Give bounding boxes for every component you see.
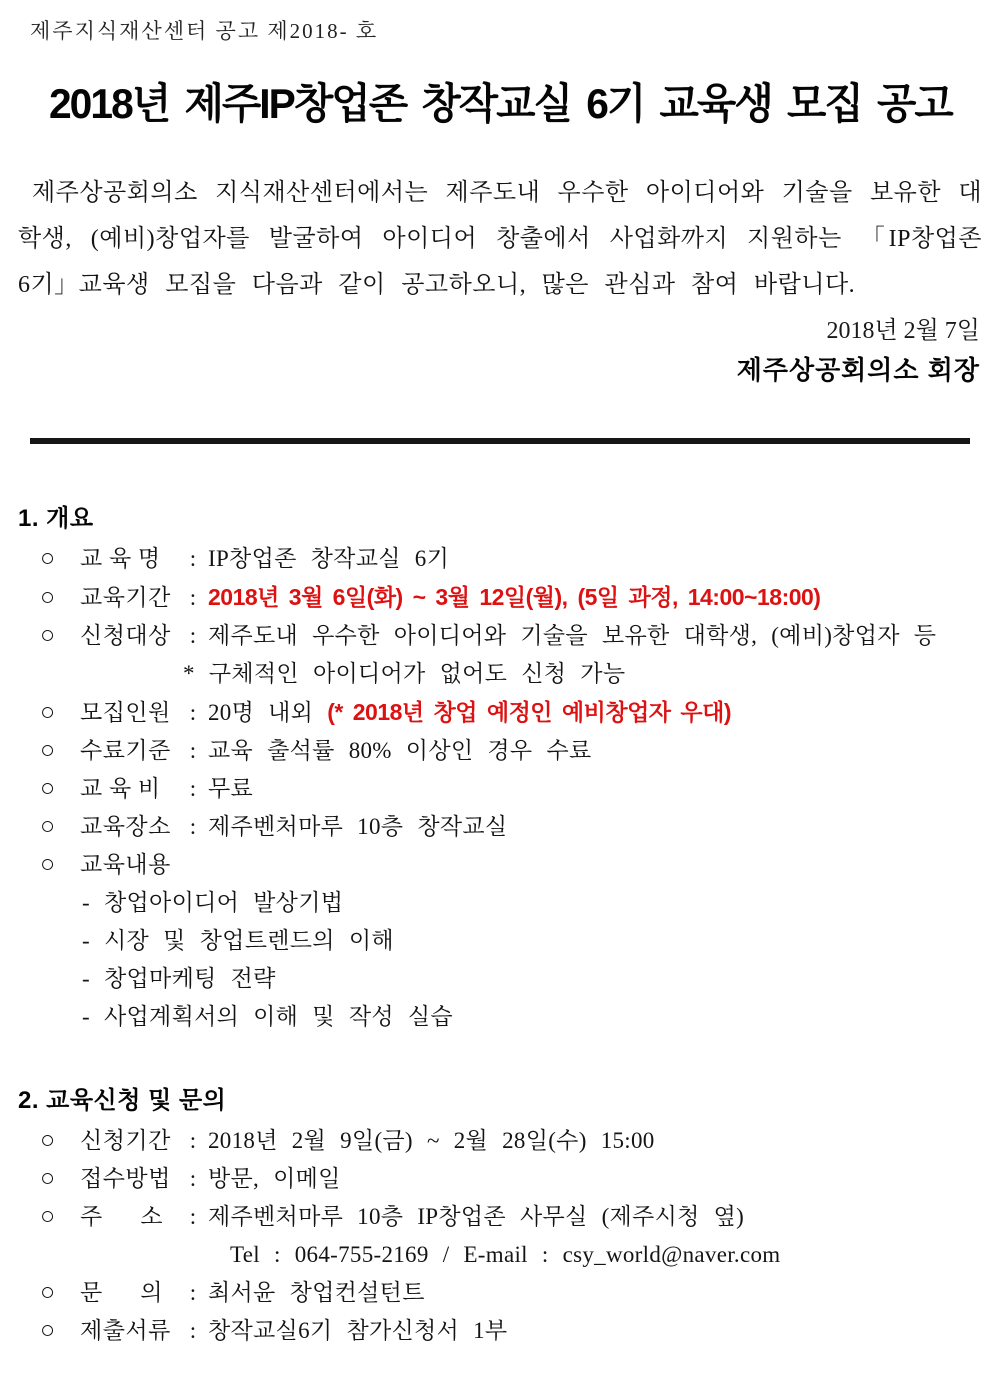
item-colon: :	[189, 1280, 197, 1305]
list-item	[18, 770, 982, 808]
item-note: * 구체적인 아이디어가 없어도 신청 가능	[183, 661, 626, 686]
item-value	[208, 617, 936, 655]
item-value-text: 교육 출석률 80% 이상인 경우 수료	[208, 738, 592, 763]
item-value-text: 무료	[208, 776, 254, 801]
item-label: 접수방법	[80, 1166, 171, 1191]
notice-number: 제주지식재산센터 공고 제2018- 호	[30, 19, 379, 43]
item-value	[208, 1160, 341, 1198]
item-colon: :	[189, 1318, 197, 1343]
list-item	[18, 1160, 982, 1198]
sub-item: - 사업계획서의 이해 및 작성 실습	[82, 1004, 453, 1029]
circle-bullet-icon: ○	[40, 1317, 56, 1344]
section-items	[18, 1122, 982, 1350]
item-value	[208, 770, 253, 808]
circle-bullet-icon: ○	[40, 1279, 56, 1306]
list-item	[18, 617, 982, 655]
circle-bullet-icon: ○	[40, 1203, 56, 1230]
item-colon: :	[189, 585, 197, 610]
item-value-text: 제주도내 우수한 아이디어와 기술을 보유한 대학생, (예비)창업자 등	[208, 623, 937, 648]
item-value	[208, 1198, 744, 1236]
item-colon: :	[189, 1204, 197, 1229]
item-value-highlight: 2018년 3월 6일(화) ~ 3월 12일(월), (5일 과정, 14:00~18:00)	[208, 584, 821, 610]
item-colon: :	[189, 623, 197, 648]
item-label: 제출서류	[80, 1318, 171, 1343]
item-colon: :	[189, 738, 197, 763]
item-label: 모집인원	[80, 700, 171, 725]
circle-bullet-icon: ○	[40, 584, 56, 611]
list-item	[18, 1312, 982, 1350]
list-item	[18, 1274, 982, 1312]
section-2	[18, 1084, 982, 1350]
item-value-highlight: (* 2018년 창업 예정인 예비창업자 우대)	[327, 699, 731, 725]
item-value	[208, 1122, 655, 1160]
item-value	[208, 540, 449, 578]
section-1	[18, 502, 982, 1036]
item-value-text: 2018년 2월 9일(금) ~ 2월 28일(수) 15:00	[208, 1128, 655, 1153]
item-label: 주 소	[80, 1204, 163, 1229]
contact-line: Tel : 064-755-2169 / E-mail : csy_world@naver.com	[230, 1242, 781, 1267]
item-label: 교육내용	[80, 852, 171, 877]
list-item	[18, 808, 982, 846]
sections-container	[18, 502, 982, 1350]
list-item	[18, 732, 982, 770]
item-value-text: 최서윤 창업컨설턴트	[208, 1280, 425, 1305]
circle-bullet-icon: ○	[40, 851, 56, 878]
item-label: 교육기간	[80, 585, 171, 610]
item-value	[208, 808, 507, 846]
item-value-text: 창작교실6기 참가신청서 1부	[208, 1318, 508, 1343]
circle-bullet-icon: ○	[40, 1127, 56, 1154]
list-item	[18, 693, 982, 732]
item-value-text: 방문, 이메일	[208, 1166, 341, 1191]
document-title-row	[18, 78, 982, 130]
item-value-text: 제주벤처마루 10층 IP창업존 사무실 (제주시청 옆)	[208, 1204, 745, 1229]
section-heading: 2. 교육신청 및 문의	[18, 1087, 227, 1114]
circle-bullet-icon: ○	[40, 622, 56, 649]
sub-item: - 시장 및 창업트렌드의 이해	[82, 928, 394, 953]
item-label: 문 의	[80, 1280, 163, 1305]
item-value	[208, 578, 820, 617]
item-colon: :	[189, 814, 197, 839]
announcement-document	[0, 16, 1000, 1350]
section-items	[18, 540, 982, 1036]
item-label: 신청기간	[80, 1128, 171, 1153]
list-item	[18, 578, 982, 617]
document-title: 2018년 제주IP창업존 창작교실 6기 교육생 모집 공고	[48, 80, 952, 127]
item-colon: :	[189, 546, 197, 571]
item-value	[208, 732, 592, 770]
document-date: 2018년 2월 7일	[826, 318, 980, 344]
circle-bullet-icon: ○	[40, 775, 56, 802]
item-label: 수료기준	[80, 738, 171, 763]
item-label: 교 육 비	[80, 776, 161, 801]
intro-paragraph: 제주상공회의소 지식재산센터에서는 제주도내 우수한 아이디어와 기술을 보유한 대학생, (예비)창업자를 발굴하여 아이디어 창출에서 사업화까지 지원하는 「IP창업존 6기」교육생 모집을 다음과 같이 공고하오니, 많은 관심과 참여 바랍니다.	[18, 180, 982, 298]
item-value-text: 제주벤처마루 10층 창작교실	[208, 814, 508, 839]
circle-bullet-icon: ○	[40, 545, 56, 572]
list-item	[18, 1198, 982, 1236]
item-value	[208, 1274, 425, 1312]
item-colon: :	[189, 1128, 197, 1153]
sub-item: - 창업마케팅 전략	[82, 966, 276, 991]
list-item	[18, 1122, 982, 1160]
horizontal-divider	[30, 438, 970, 444]
circle-bullet-icon: ○	[40, 699, 56, 726]
signature-block	[18, 312, 982, 390]
sub-item: - 창업아이디어 발상기법	[82, 890, 344, 915]
item-colon: :	[189, 700, 197, 725]
document-signer: 제주상공회의소 회장	[736, 355, 980, 385]
item-label: 신청대상	[80, 623, 171, 648]
item-value	[208, 693, 731, 732]
section-heading: 1. 개요	[18, 505, 94, 532]
item-value-text: 20명 내외	[208, 700, 328, 725]
item-label: 교 육 명	[80, 546, 161, 571]
circle-bullet-icon: ○	[40, 737, 56, 764]
circle-bullet-icon: ○	[40, 813, 56, 840]
list-item	[18, 846, 982, 884]
item-value-text: IP창업존 창작교실 6기	[208, 546, 450, 571]
item-colon: :	[189, 776, 197, 801]
item-value	[208, 1312, 507, 1350]
circle-bullet-icon: ○	[40, 1165, 56, 1192]
item-colon: :	[189, 1166, 197, 1191]
list-item	[18, 540, 982, 578]
item-label: 교육장소	[80, 814, 171, 839]
